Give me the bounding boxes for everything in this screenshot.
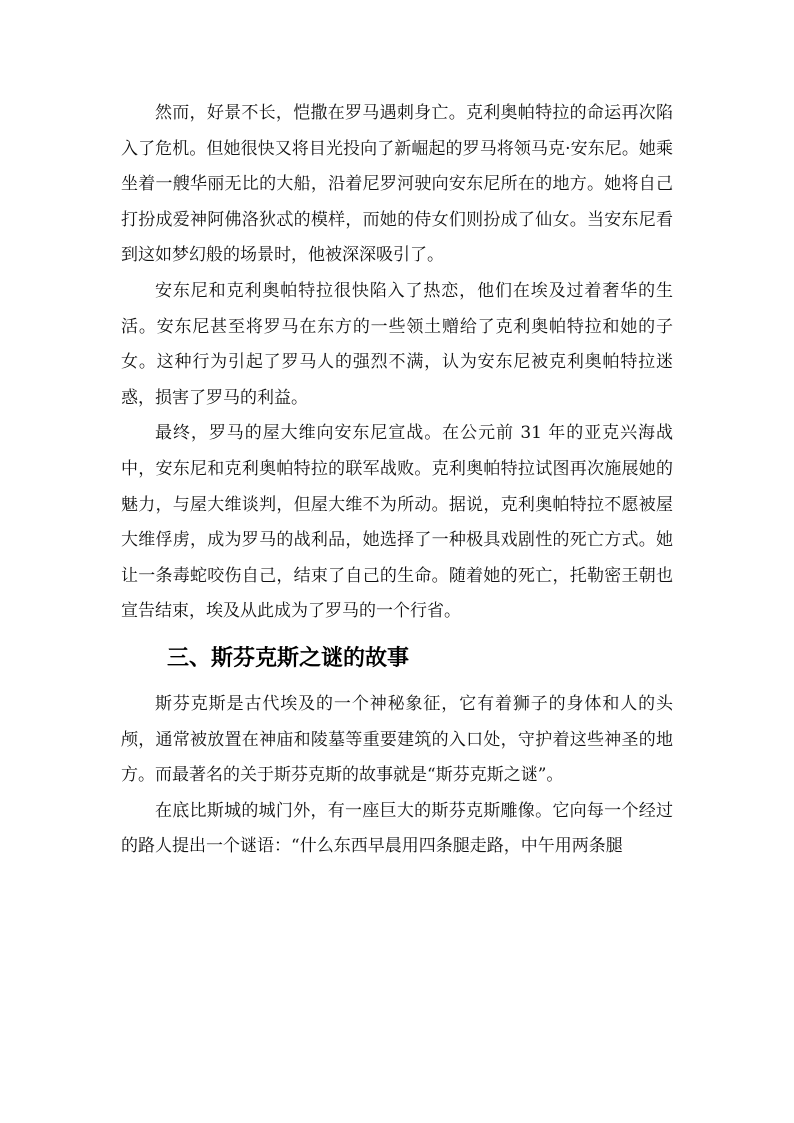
paragraph-antony-romance: 安东尼和克利奥帕特拉很快陷入了热恋，他们在埃及过着奢华的生活。安东尼甚至将罗马在东方的一些领土赠给了克利奥帕特拉和她的子女。这种行为引起了罗马人的强烈不满，认为安东尼被克利奥帕特拉迷惑，损害了罗马的利益。 <box>121 280 673 408</box>
section-heading: 三、斯芬克斯之谜的故事 <box>167 645 410 671</box>
paragraph-actium-battle: 最终，罗马的屋大维向安东尼宣战。在公元前 31 年的亚克兴海战中，安东尼和克利奥帕特拉的联军战败。克利奥帕特拉试图再次施展她的魅力，与屋大维谈判，但屋大维不为所动。据说，克利奥帕特拉不愿被屋大维俘虏，成为罗马的战利品，她选择了一种极具戏剧性的死亡方式。她让一条毒蛇咬伤自己，结束了自己的生命。随着她的死亡，托勒密王朝也宣告结束，埃及从此成为了罗马的一个行省。 <box>121 423 673 622</box>
paragraph-sphinx-intro: 斯芬克斯是古代埃及的一个神秘象征，它有着狮子的身体和人的头颅，通常被放置在神庙和陵墓等重要建筑的入口处，守护着这些神圣的地方。而最著名的关于斯芬克斯的故事就是“斯芬克斯之谜”。 <box>121 693 673 786</box>
document-body <box>121 96 673 865</box>
paragraph-caesar-death: 然而，好景不长，恺撒在罗马遇刺身亡。克利奥帕特拉的命运再次陷入了危机。但她很快又将目光投向了新崛起的罗马将领马克·安东尼。她乘坐着一艘华丽无比的大船，沿着尼罗河驶向安东尼所在的地方。她将自己打扮成爱神阿佛洛狄忒的模样，而她的侍女们则扮成了仙女。当安东尼看到这如梦幻般的场景时，他被深深吸引了。 <box>121 103 673 266</box>
paragraph-sphinx-riddle: 在底比斯城的城门外，有一座巨大的斯芬克斯雕像。它向每一个经过的路人提出一个谜语：“什么东西早晨用四条腿走路，中午用两条腿 <box>121 800 673 857</box>
